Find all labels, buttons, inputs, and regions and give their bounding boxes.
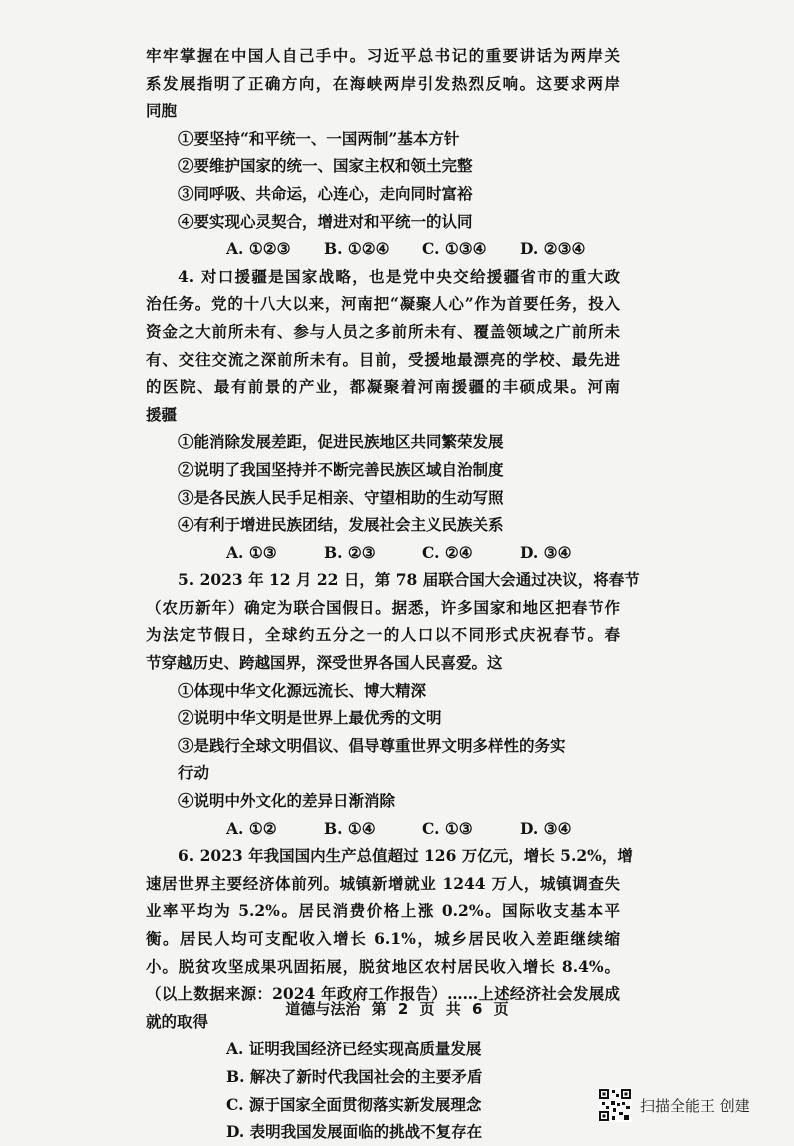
text-line: C. 源于国家全面贯彻落实新发展理念 <box>226 1094 482 1114</box>
text-line: （农历新年）确定为联合国假日。据悉，许多国家和地区把春节作 <box>146 597 620 617</box>
answer-choice: A. ①②③ <box>226 239 291 259</box>
answer-choices <box>146 235 620 263</box>
text-line: 有、交往交流之深前所未有。目前，受援地最漂亮的学校、最先进 <box>146 349 620 369</box>
text-line: 的医院、最有前景的产业，都凝聚着河南援疆的丰硕成果。河南 <box>146 377 620 397</box>
text-line: ③是各民族人民手足相亲、守望相助的生动写照 <box>178 487 504 507</box>
answer-choice: D. ②③④ <box>520 239 586 259</box>
answer-choice: D. ③④ <box>520 542 572 562</box>
text-line: ①体现中华文化源远流长、博大精深 <box>178 680 427 700</box>
text-line: 5. 2023 年 12 月 22 日，第 78 届联合国大会通过决议，将春节 <box>178 570 640 590</box>
text-line: 衡。居民人均可支配收入增长 6.1%，城乡居民收入差距继续缩 <box>146 929 620 948</box>
text-line: D. 表明我国发展面临的挑战不复存在 <box>226 1122 483 1142</box>
answer-choice: A. ①③ <box>226 542 277 562</box>
text-line: ②说明中华文明是世界上最优秀的文明 <box>178 708 442 728</box>
text-line: 速居世界主要经济体前列。城镇新增就业 1244 万人，城镇调查失 <box>146 873 620 893</box>
watermark-text: 扫描全能王 创建 <box>640 1096 750 1115</box>
text-line: 系发展指明了正确方向，在海峡两岸引发热烈反响。这要求两岸 <box>146 73 620 93</box>
text-line: ④说明中外文化的差异日渐消除 <box>178 791 396 811</box>
text-line: ④有利于增进民族团结，发展社会主义民族关系 <box>178 515 504 535</box>
scanner-watermark <box>598 1088 750 1122</box>
text-line: 为法定节假日，全球约五分之一的人口以不同形式庆祝春节。春 <box>146 625 620 645</box>
text-line: 同胞 <box>146 101 178 121</box>
answer-choices <box>146 539 620 567</box>
text-line: 业率平均为 5.2%。居民消费价格上涨 0.2%。国际收支基本平 <box>146 901 620 921</box>
qr-code-icon <box>598 1088 632 1122</box>
answer-choice: A. ①② <box>226 818 277 838</box>
text-line: 行动 <box>178 763 210 783</box>
text-line: 小。脱贫攻坚成果巩固拓展，脱贫地区农村居民收入增长 8.4%。 <box>146 956 620 976</box>
answer-choice: B. ②③ <box>324 542 376 562</box>
text-line: A. 证明我国经济已经实现高质量发展 <box>226 1039 482 1059</box>
answer-choice: B. ①②④ <box>324 239 390 259</box>
question-text <box>146 42 640 1146</box>
text-line: ③同呼吸、共命运，心连心，走向同时富裕 <box>178 183 473 203</box>
text-line: 牢牢掌握在中国人自己手中。习近平总书记的重要讲话为两岸关 <box>146 46 620 65</box>
text-line: ③是践行全球文明倡议、倡导尊重世界文明多样性的务实 <box>178 735 566 755</box>
answer-choice: C. ①③④ <box>422 239 487 259</box>
text-line: ①要坚持“和平统一、一国两制”基本方针 <box>178 128 460 148</box>
text-line: 节穿越历史、跨越国界，深受世界各国人民喜爱。这 <box>146 653 503 673</box>
text-line: B. 解决了新时代我国社会的主要矛盾 <box>226 1066 483 1086</box>
text-line: 援疆 <box>146 404 178 424</box>
text-line: ②要维护国家的统一、国家主权和领土完整 <box>178 156 473 176</box>
answer-choice: D. ③④ <box>520 818 572 838</box>
text-line: 就的取得 <box>146 1011 209 1031</box>
text-line: 资金之大前所未有、参与人员之多前所未有、覆盖领域之广前所未 <box>146 321 620 341</box>
text-line: 4. 对口援疆是国家战略，也是党中央交给援疆省市的重大政 <box>178 266 620 286</box>
text-line: ④要实现心灵契合，增进对和平统一的认同 <box>178 211 473 231</box>
text-line: ②说明了我国坚持并不断完善民族区域自治制度 <box>178 459 504 479</box>
text-line: 6. 2023 年我国国内生产总值超过 126 万亿元，增长 5.2%，增 <box>178 846 633 866</box>
text-line: （以上数据来源：2024 年政府工作报告）……上述经济社会发展成 <box>146 984 620 1004</box>
text-line: 治任务。党的十八大以来，河南把“凝聚人心”作为首要任务，投入 <box>146 294 620 314</box>
answer-choices <box>146 815 620 843</box>
answer-choice: C. ①③ <box>422 818 473 838</box>
text-line: ①能消除发展差距，促进民族地区共同繁荣发展 <box>178 432 504 452</box>
answer-choice: C. ②④ <box>422 542 473 562</box>
answer-choice: B. ①④ <box>324 818 376 838</box>
page-footer: 道德与法治 第 2 页 共 6 页 <box>285 1000 509 1018</box>
